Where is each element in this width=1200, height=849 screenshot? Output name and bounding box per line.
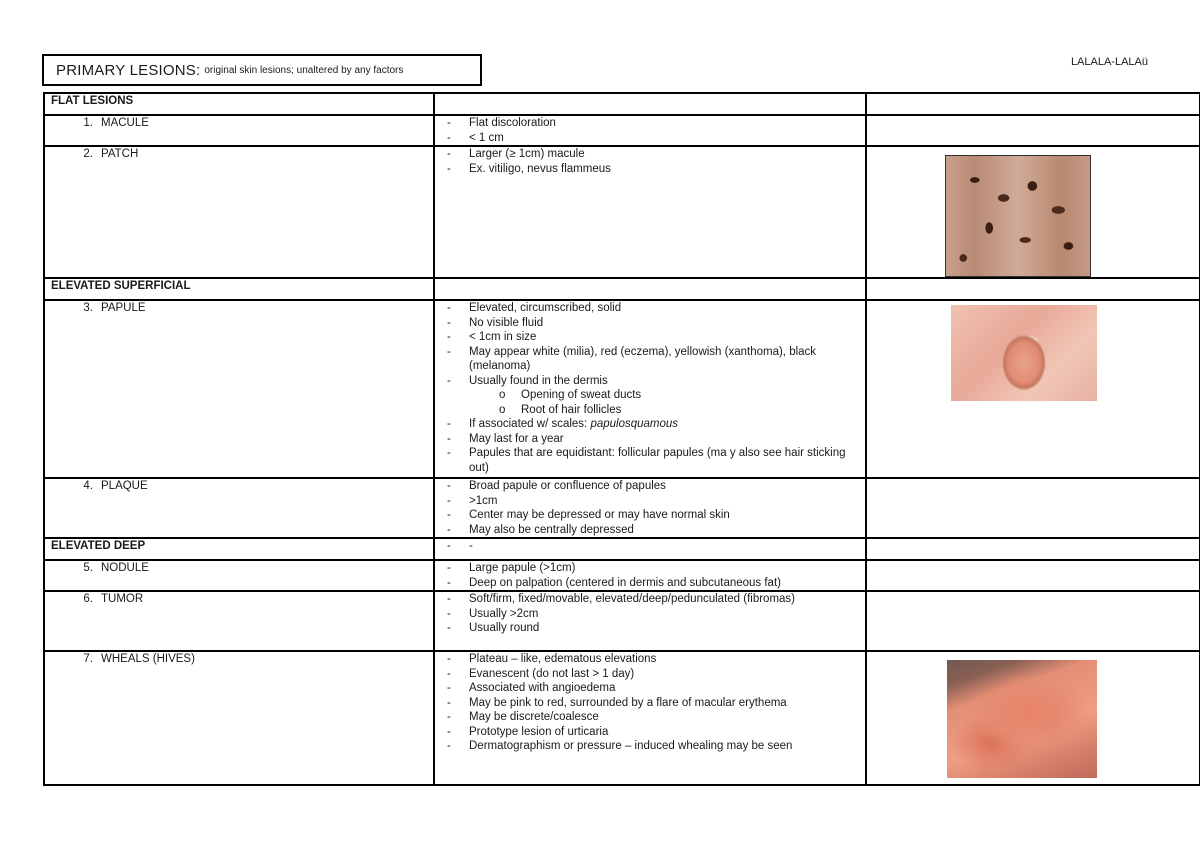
papule-photo [951, 305, 1097, 401]
term-nodule: NODULE [101, 562, 149, 574]
table-row-papule: 3. PAPULE - Elevated, circumscribed, solid - No visible fluid - < 1cm in size - May appear white (milia), red (eczema), yellowish (xanthoma), black (melanoma) - Usually found in the dermis o Opening of sweat ducts o Root of hair follicles - If associated w/ scales: papulosquamous - May last for a year - Papules that are equidistant: follicular papules (ma y also see hair sticking out) [44, 300, 1200, 478]
page-title: PRIMARY LESIONS: [56, 61, 201, 79]
section-elevated-deep: ELEVATED DEEP [44, 538, 434, 560]
patch-points: - Larger (≥ 1cm) macule - Ex. vitiligo, nevus flammeus [441, 147, 859, 176]
tumor-points: - Soft/firm, fixed/movable, elevated/deep/pedunculated (fibromas) - Usually >2cm - Usually round [441, 592, 859, 636]
table-row-macule: 1. MACULE - Flat discoloration - < 1 cm [44, 115, 1200, 146]
wheals-points: - Plateau – like, edematous elevations - Evanescent (do not last > 1 day) - Associated with angioedema - May be pink to red, surrounded by a flare of macular erythema - May be discrete/coalesce - Prototype lesion of urticaria - Dermatographism or pressure – induced whealing may be seen [441, 652, 859, 754]
term-papule: PAPULE [101, 302, 146, 314]
table-row-patch: 2. PATCH - Larger (≥ 1cm) macule - Ex. vitiligo, nevus flammeus [44, 146, 1200, 278]
term-macule: MACULE [101, 117, 149, 129]
papule-subpoints: o Opening of sweat ducts o Root of hair follicles [441, 388, 859, 417]
term-wheals: WHEALS (HIVES) [101, 653, 195, 665]
patch-photo [945, 155, 1091, 277]
wheals-photo [947, 660, 1097, 778]
plaque-points: - Broad papule or confluence of papules - >1cm - Center may be depressed or may have normal skin - May also be centrally depressed [441, 479, 859, 537]
table-row-wheals: 7. WHEALS (HIVES) - Plateau – like, edematous elevations - Evanescent (do not last > 1 day) - Associated with angioedema - May be pink to red, surrounded by a flare of macular erythema - May be discrete/coalesce - Prototype lesion of urticaria - Dermatographism or pressure – induced whealing may be seen [44, 651, 1200, 785]
section-elevated-superficial: ELEVATED SUPERFICIAL [44, 278, 434, 300]
nodule-points: - Large papule (>1cm) - Deep on palpation (centered in dermis and subcutaneous fat) [441, 561, 859, 590]
header-label: LALALA-LALAü [1070, 56, 1148, 68]
lesions-table: FLAT LESIONS 1. MACULE - Flat discoloration - < 1 cm 2. PATCH - Larger (≥ 1cm) macule - Ex. vitiligo, nevus flammeus ELEVATED SUPERFICIAL 3. PAPULE - Elevated, circumscribed, solid - No visible fluid - < 1cm in size - May appear white (milia), red (eczema), yellowish (xanthoma), black (melanoma) - Usually found in the dermis o Opening of sweat ducts o Root of hair follicles - If associated w/ scales: papulosquamous - May last for a year - Papules that are equidistant: follicular papules (ma y also see hair sticking out) 4. PLAQUE - Broad papule or confluence of papules - >1cm - Center may be depressed or may have normal skin - May also be centrally depressed ELEVATED DEEP - - 5. NODULE - Large papule (>1cm) - Deep on palpation (centered in dermis and subcutaneous fat) 6. TUMOR - Soft/firm, fixed/movable, elevated/deep/pedunculated (fibromas) - Usually >2cm - Usually round 7. WHEALS (HIVES) - Plateau – like, edematous elevations - Evanescent (do not last > 1 day) - Associated with angioedema - May be pink to red, surrounded by a flare of macular erythema - May be discrete/coalesce - Prototype lesion of urticaria - Dermatographism or pressure – induced whealing may be seen [43, 92, 1200, 786]
macule-points: - Flat discoloration - < 1 cm [441, 116, 859, 145]
table-row-tumor: 6. TUMOR - Soft/firm, fixed/movable, elevated/deep/pedunculated (fibromas) - Usually >2cm - Usually round [44, 591, 1200, 651]
table-row-nodule: 5. NODULE - Large papule (>1cm) - Deep on palpation (centered in dermis and subcutaneous fat) [44, 560, 1200, 591]
table-row-plaque: 4. PLAQUE - Broad papule or confluence of papules - >1cm - Center may be depressed or may have normal skin - May also be centrally depressed [44, 478, 1200, 538]
term-plaque: PLAQUE [101, 480, 148, 492]
page-subtitle: original skin lesions; unaltered by any factors [204, 64, 404, 76]
papule-points: - Elevated, circumscribed, solid - No visible fluid - < 1cm in size - May appear white (milia), red (eczema), yellowish (xanthoma), black (melanoma) - Usually found in the dermis [441, 301, 859, 388]
term-tumor: TUMOR [101, 593, 144, 605]
term-patch: PATCH [101, 148, 139, 160]
title-box [42, 54, 482, 86]
section-flat: FLAT LESIONS [44, 93, 434, 115]
